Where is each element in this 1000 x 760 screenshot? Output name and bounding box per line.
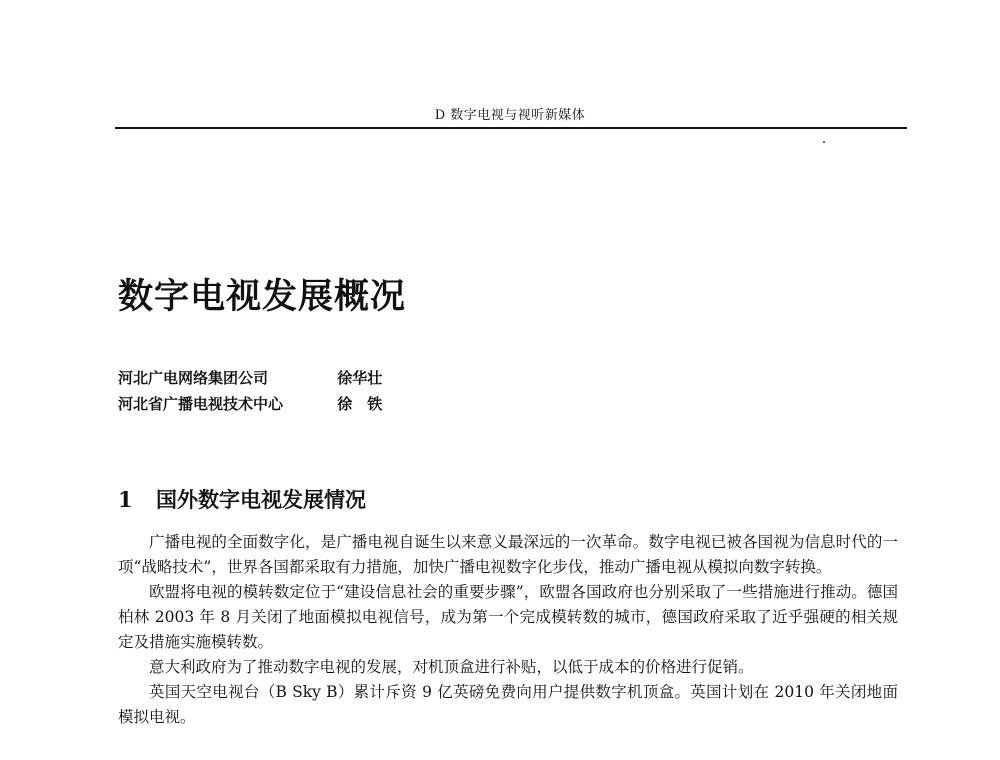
scan-dot bbox=[823, 141, 825, 143]
author-organization: 河北广电网络集团公司 bbox=[118, 369, 269, 387]
author-row bbox=[118, 365, 382, 391]
author-organization: 河北省广播电视技术中心 bbox=[118, 395, 284, 413]
author-name: 徐华壮 bbox=[337, 369, 383, 387]
paragraph: 欧盟将电视的模转数定位于“建设信息社会的重要步骤”，欧盟各国政府也分别采取了一些措施进行推动。德国柏林 2003 年 8 月关闭了地面模拟电视信号，成为第一个完成模转数的城市，德国政府采取了近乎强硬的相关规定及措施实施模转数。 bbox=[118, 583, 898, 651]
paragraph: 英国天空电视台（B Sky B）累计斥资 9 亿英磅免费向用户提供数字机顶盒。英国计划在 2010 年关闭地面模拟电视。 bbox=[118, 683, 898, 726]
author-name: 徐 铁 bbox=[337, 395, 383, 413]
section-heading bbox=[118, 484, 366, 514]
section-title: 国外数字电视发展情况 bbox=[156, 487, 366, 512]
section-number: 1 bbox=[118, 487, 133, 512]
header-rule bbox=[115, 127, 907, 129]
author-block bbox=[118, 365, 382, 417]
paragraph: 广播电视的全面数字化，是广播电视自诞生以来意义最深远的一次革命。数字电视已被各国视为信息时代的一项“战略技术”，世界各国都采取有力措施，加快广播电视数字化步伐，推动广播电视从模拟向数字转换。 bbox=[118, 533, 898, 576]
article-title: 数字电视发展概况 bbox=[118, 276, 407, 317]
section-body bbox=[118, 530, 898, 730]
paragraph: 意大利政府为了推动数字电视的发展，对机顶盒进行补贴，以低于成本的价格进行促销。 bbox=[149, 658, 754, 676]
running-header: D 数字电视与视听新媒体 bbox=[434, 108, 586, 123]
author-row bbox=[118, 391, 382, 417]
